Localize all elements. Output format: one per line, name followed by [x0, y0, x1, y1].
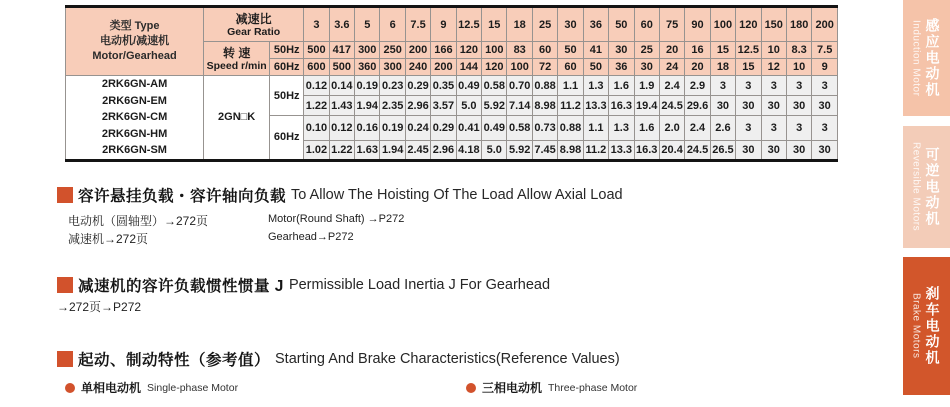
table-cell: 41	[583, 42, 608, 59]
legend-zh: 单相电动机	[81, 381, 142, 395]
table-cell: 30	[761, 140, 786, 160]
tab-label-zh: 可逆电动机	[924, 147, 941, 227]
type-header-line3: Motor/Gearhead	[92, 50, 177, 62]
table-cell: 25	[634, 42, 659, 59]
table-cell: 15	[736, 59, 761, 76]
table-cell: 1.94	[380, 140, 405, 160]
table-cell: 24.5	[685, 140, 710, 160]
model-name: 2RK6GN-EM	[102, 94, 167, 107]
type-header-line1: 类型 Type	[109, 20, 160, 32]
table-cell: 2.96	[431, 140, 456, 160]
table-cell: 8.98	[558, 140, 583, 160]
table-cell: 0.24	[405, 116, 430, 141]
table-cell: 2.9	[685, 76, 710, 96]
table-cell: 10	[786, 59, 811, 76]
section-heading-zh: 起动、制动特性（参考值）	[78, 352, 271, 369]
speed-header-cell	[204, 42, 270, 76]
model-name: 2RK6GN-AM	[101, 78, 168, 90]
table-cell: 3	[812, 116, 838, 141]
table-cell: 30	[812, 140, 838, 160]
table-cell: 12.5	[736, 42, 761, 59]
table-cell: 417	[329, 42, 354, 59]
square-bullet-icon	[57, 277, 73, 293]
table-cell: 18	[710, 59, 735, 76]
table-cell: 2.4	[659, 76, 684, 96]
tab-reversible-motors[interactable]	[903, 126, 950, 248]
table-cell: 50	[583, 59, 608, 76]
table-cell: 0.12	[304, 76, 329, 96]
table-cell: 16	[685, 42, 710, 59]
gear-ratio-value: 12.5	[456, 7, 481, 42]
table-cell: 2.0	[659, 116, 684, 141]
table-cell: 30	[634, 59, 659, 76]
inertia-ref: →272页→P272	[57, 300, 142, 314]
gear-ratio-value: 18	[507, 7, 532, 42]
table-cell: 0.88	[558, 116, 583, 141]
table-cell: 3	[786, 116, 811, 141]
table-cell: 24	[659, 59, 684, 76]
table-cell: 83	[507, 42, 532, 59]
table-cell: 30	[786, 96, 811, 116]
table-cell: 0.10	[304, 116, 329, 141]
table-cell: 0.29	[405, 76, 430, 96]
table-cell: 30	[609, 42, 634, 59]
table-cell: 500	[329, 59, 354, 76]
table-cell: 5.92	[507, 140, 532, 160]
table-cell: 20	[685, 59, 710, 76]
table-cell: 2.96	[405, 96, 430, 116]
table-cell: 24.5	[659, 96, 684, 116]
table-cell: 29.6	[685, 96, 710, 116]
table-cell: 3.57	[431, 96, 456, 116]
speed-label-en: Speed r/min	[206, 59, 267, 72]
table-cell: 300	[380, 59, 405, 76]
table-cell: 2.35	[380, 96, 405, 116]
table-cell: 0.12	[329, 116, 354, 141]
table-cell: 100	[507, 59, 532, 76]
gear-ratio-value: 3.6	[329, 7, 354, 42]
table-cell: 3	[710, 76, 735, 96]
legend-single-phase	[65, 379, 238, 396]
table-cell: 30	[736, 96, 761, 116]
table-cell: 5.92	[482, 96, 507, 116]
table-cell: 1.94	[355, 96, 380, 116]
hz60-label: 60Hz	[270, 59, 304, 76]
table-cell: 0.16	[355, 116, 380, 141]
table-cell: 16.3	[634, 140, 659, 160]
gear-ratio-value: 180	[786, 7, 811, 42]
table-cell: 9	[812, 59, 838, 76]
tab-label-zh: 刹车电动机	[924, 286, 941, 366]
table-cell: 8.3	[786, 42, 811, 59]
table-cell: 7.45	[532, 140, 557, 160]
table-cell: 30	[736, 140, 761, 160]
table-cell: 0.41	[456, 116, 481, 141]
table-cell: 19.4	[634, 96, 659, 116]
table-cell: 7.14	[507, 96, 532, 116]
table-cell: 2.6	[710, 116, 735, 141]
gear-ratio-header-cell	[204, 7, 304, 42]
table-cell: 1.3	[583, 76, 608, 96]
spec-table-wrap	[65, 5, 838, 162]
speed-label-zh: 转 速	[222, 45, 251, 60]
circle-bullet-icon	[65, 383, 75, 393]
table-cell: 1.63	[355, 140, 380, 160]
table-cell: 11.2	[583, 140, 608, 160]
table-cell: 16.3	[609, 96, 634, 116]
table-cell: 1.9	[634, 76, 659, 96]
table-cell: 2.4	[685, 116, 710, 141]
table-cell: 0.23	[380, 76, 405, 96]
gear-ratio-value: 9	[431, 7, 456, 42]
hz50-label: 50Hz	[270, 42, 304, 59]
table-cell: 0.58	[507, 116, 532, 141]
legend-zh: 三相电动机	[482, 381, 543, 395]
table-cell: 1.1	[583, 116, 608, 141]
table-cell: 1.1	[558, 76, 583, 96]
type-header-cell	[66, 7, 204, 76]
table-cell: 3	[761, 116, 786, 141]
type-header-line2: 电动机/减速机	[100, 35, 170, 47]
table-cell: 300	[355, 42, 380, 59]
gear-ratio-value: 150	[761, 7, 786, 42]
section-heading-en: Starting And Brake Characteristics(Reference Values)	[275, 351, 620, 367]
gear-ratio-label-en: Gear Ratio	[227, 25, 281, 38]
table-cell: 144	[456, 59, 481, 76]
table-cell: 3	[736, 116, 761, 141]
table-cell: 120	[482, 59, 507, 76]
table-cell: 1.3	[609, 116, 634, 141]
table-cell: 240	[405, 59, 430, 76]
section-heading-zh: 容许悬挂负载・容许轴向负载	[78, 188, 287, 205]
table-cell: 0.70	[507, 76, 532, 96]
table-cell: 3	[812, 76, 838, 96]
table-cell: 0.19	[380, 116, 405, 141]
table-cell: 7.5	[812, 42, 838, 59]
gear-ratio-value: 200	[812, 7, 838, 42]
model-name: 2RK6GN-CM	[101, 111, 168, 123]
tab-label-en: Induction Motor	[910, 19, 922, 97]
table-cell: 30	[812, 96, 838, 116]
table-cell: 1.43	[329, 96, 354, 116]
gear-ratio-value: 60	[634, 7, 659, 42]
table-cell: 20.4	[659, 140, 684, 160]
table-cell: 36	[609, 59, 634, 76]
section-heading-zh: 减速机的容许负载惯性惯量 J	[78, 278, 284, 295]
table-cell: 100	[482, 42, 507, 59]
gear-ratio-value: 7.5	[405, 7, 430, 42]
tab-induction-motor[interactable]	[903, 0, 950, 116]
table-cell: 500	[304, 42, 329, 59]
gear-ratio-value: 75	[659, 7, 684, 42]
gear-ratio-value: 50	[609, 7, 634, 42]
gear-ratio-value: 3	[304, 7, 329, 42]
table-cell: 50	[558, 42, 583, 59]
table-cell: 3	[786, 76, 811, 96]
table-cell: 1.6	[609, 76, 634, 96]
table-cell: 4.18	[456, 140, 481, 160]
table-cell: 0.88	[532, 76, 557, 96]
tab-label-en: Reversible Motors	[910, 142, 922, 232]
table-cell: 0.49	[456, 76, 481, 96]
hz50-data-label: 50Hz	[270, 76, 304, 116]
table-cell: 1.02	[304, 140, 329, 160]
table-cell: 1.6	[634, 116, 659, 141]
gearhead-ref-en: Gearhead→P272	[268, 231, 354, 243]
gear-ratio-value: 6	[380, 7, 405, 42]
table-cell: 60	[532, 42, 557, 59]
tab-label-zh: 感应电动机	[924, 18, 941, 98]
gear-ratio-value: 90	[685, 7, 710, 42]
tab-brake-motors[interactable]	[903, 257, 950, 395]
table-cell: 5.0	[482, 140, 507, 160]
table-cell: 72	[532, 59, 557, 76]
model-list-cell	[66, 76, 204, 161]
table-cell: 5.0	[456, 96, 481, 116]
section-heading-en: Permissible Load Inertia J For Gearhead	[288, 277, 551, 293]
table-cell: 10	[761, 42, 786, 59]
table-cell: 0.29	[431, 116, 456, 141]
table-cell: 0.73	[532, 116, 557, 141]
table-cell: 360	[355, 59, 380, 76]
gearhead-ref-zh: 减速机→272页	[68, 232, 149, 246]
table-cell: 0.14	[329, 76, 354, 96]
table-cell: 13.3	[609, 140, 634, 160]
table-cell: 0.19	[355, 76, 380, 96]
legend-en: Single-phase Motor	[147, 381, 239, 394]
legend-three-phase	[466, 379, 637, 396]
section-heading-en: To Allow The Hoisting Of The Load Allow Axial Load	[291, 187, 623, 203]
tab-label-en: Brake Motors	[910, 293, 922, 359]
motor-ref-en: Motor(Round Shaft) →P272	[268, 213, 405, 225]
legend-en: Three-phase Motor	[548, 381, 638, 394]
gear-ratio-label-zh: 减速比	[235, 11, 272, 26]
gear-ratio-value: 30	[558, 7, 583, 42]
table-cell: 0.35	[431, 76, 456, 96]
square-bullet-icon	[57, 351, 73, 367]
circle-bullet-icon	[466, 383, 476, 393]
table-cell: 8.98	[532, 96, 557, 116]
table-cell: 120	[456, 42, 481, 59]
gear-ratio-table	[65, 5, 838, 162]
gear-ratio-value: 15	[482, 7, 507, 42]
gear-ratio-value: 120	[736, 7, 761, 42]
table-cell: 13.3	[583, 96, 608, 116]
table-cell: 26.5	[710, 140, 735, 160]
table-cell: 3	[736, 76, 761, 96]
table-cell: 12	[761, 59, 786, 76]
model-name: 2RK6GN-HM	[101, 127, 168, 140]
gear-ratio-value: 36	[583, 7, 608, 42]
table-cell: 250	[380, 42, 405, 59]
gearhead-code-cell: 2GN□K	[204, 76, 270, 161]
section-starting-heading	[57, 348, 620, 370]
table-cell: 30	[761, 96, 786, 116]
gear-ratio-value: 100	[710, 7, 735, 42]
table-cell: 30	[710, 96, 735, 116]
gear-ratio-value: 5	[355, 7, 380, 42]
table-cell: 0.58	[482, 76, 507, 96]
table-cell: 30	[786, 140, 811, 160]
table-cell: 20	[659, 42, 684, 59]
table-cell: 3	[761, 76, 786, 96]
table-cell: 166	[431, 42, 456, 59]
table-cell: 2.45	[405, 140, 430, 160]
table-cell: 15	[710, 42, 735, 59]
table-cell: 600	[304, 59, 329, 76]
table-cell: 200	[431, 59, 456, 76]
section-inertia-heading	[57, 274, 550, 296]
table-cell: 0.49	[482, 116, 507, 141]
section-hoisting-heading	[57, 184, 623, 206]
model-name: 2RK6GN-SM	[102, 144, 167, 156]
square-bullet-icon	[57, 187, 73, 203]
table-cell: 11.2	[558, 96, 583, 116]
motor-ref-zh: 电动机（圆轴型）→272页	[68, 214, 209, 228]
table-cell: 60	[558, 59, 583, 76]
table-cell: 200	[405, 42, 430, 59]
hz60-data-label: 60Hz	[270, 116, 304, 161]
table-cell: 1.22	[329, 140, 354, 160]
table-cell: 1.22	[304, 96, 329, 116]
gear-ratio-value: 25	[532, 7, 557, 42]
